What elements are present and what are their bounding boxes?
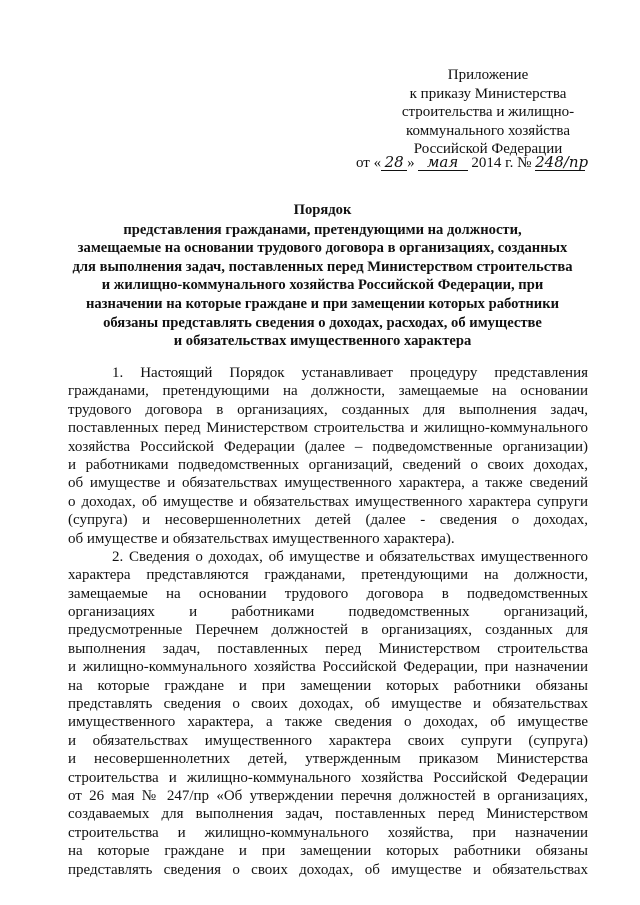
paragraph-2-line: предусмотренные Перечнем должностей в организациях, созданных для: [68, 622, 588, 639]
appendix-line: строительства и жилищно-: [401, 104, 575, 121]
title-line: и жилищно-коммунального хозяйства Российской Федерации, при: [101, 277, 544, 294]
order-date-line: [356, 154, 626, 173]
appendix-line: Приложение: [447, 67, 529, 83]
appendix-header: [388, 66, 588, 159]
paragraph-2-line: замещаемые на основании трудового договора в подведомственных: [68, 585, 588, 602]
appendix-line: Российской Федерации: [413, 141, 563, 158]
paragraph-2-line: на которые граждане и при замещении которых работники обязаны: [68, 677, 588, 694]
paragraph-2-line: представлять сведения о своих доходах, об имуществе и обязательствах: [68, 696, 588, 713]
paragraph-2-line: строительства и жилищно-коммунального хозяйства, при назначении: [68, 824, 588, 841]
date-quote-close: »: [407, 155, 415, 171]
paragraph-2-line: характера представляются гражданами, претендующими на должности,: [68, 567, 588, 584]
paragraph-2-line: и несовершеннолетних детей, утвержденным приказом Министерства: [68, 751, 588, 768]
handwritten-month: мая: [418, 154, 468, 171]
paragraph-2-line: создаваемых для выполнения задач, поставленных перед Министерством: [68, 806, 588, 823]
title-heading: Порядок: [293, 202, 352, 218]
document-title: [60, 201, 585, 351]
paragraph-1-line: гражданами, претендующими на должности, замещаемые на основании: [68, 383, 588, 400]
paragraph-1-line: (супруга) и несовершеннолетних детей (далее - сведения о доходах,: [68, 512, 588, 529]
paragraph-1-line: 1. Настоящий Порядок устанавливает процедуру представления: [112, 365, 588, 381]
handwritten-order-number: 248/пр: [535, 153, 589, 171]
paragraph-2-line: 2. Сведения о доходах, об имуществе и обязательствах имущественного: [112, 548, 588, 565]
date-year: 2014 г. №: [471, 155, 532, 171]
paragraph-1-line: и работниками подведомственных организаций, сведений о своих доходах,: [68, 456, 588, 473]
date-prefix: от «: [356, 155, 382, 171]
handwritten-day: 28: [381, 154, 407, 171]
title-line: и обязательствах имущественного характера: [173, 333, 472, 350]
paragraph-1-line: трудового договора в организациях, созданных для выполнения задач,: [68, 401, 588, 418]
appendix-line: коммунального хозяйства: [406, 122, 570, 139]
title-line: замещаемые на основании трудового договора в организациях, созданных: [77, 240, 568, 257]
paragraph-2-line: представлять сведения о своих доходах, об имуществе и обязательствах: [68, 861, 588, 878]
title-line: для выполнения задач, поставленных перед Министерством строительства: [72, 258, 573, 275]
document-body: [68, 364, 588, 879]
paragraph-1-line: хозяйства Российской Федерации (далее – подведомственные организации): [68, 438, 588, 455]
paragraph-1-line: об имуществе и обязательствах имущественного характера).: [68, 530, 455, 547]
paragraph-1-line: о доходах, об имуществе и обязательствах имущественного характера супруги: [68, 493, 588, 510]
paragraph-2-line: строительства и жилищно-коммунального хозяйства Российской Федерации: [68, 769, 588, 786]
paragraph-2-line: выполнения задач, поставленных перед Министерством строительства: [68, 640, 588, 657]
title-line: обязаны представлять сведения о доходах, расходах, об имуществе: [103, 314, 542, 331]
paragraph-1-line: поставленных перед Министерством строительства и жилищно-коммунального: [68, 420, 588, 437]
title-line: назначении на которые граждане и при замещении которых работники: [85, 295, 560, 312]
appendix-line: к приказу Министерства: [409, 85, 567, 102]
paragraph-2-line: на которые граждане и при замещении которых работники обязаны: [68, 843, 588, 860]
title-line: представления гражданами, претендующими на должности,: [123, 221, 522, 238]
paragraph-2-line: организациях и работниками подведомственных организаций,: [68, 604, 588, 621]
paragraph-1-line: об имуществе и обязательствах имущественного характера, а также сведений: [68, 475, 588, 492]
paragraph-2-line: и жилищно-коммунального хозяйства Российской Федерации, при назначении: [68, 659, 588, 676]
paragraph-2-line: от 26 мая № 247/пр «Об утверждении перечня должностей в организациях,: [68, 787, 588, 804]
paragraph-2-line: и обязательствах имущественного характера своих супруги (супруга): [68, 732, 588, 749]
paragraph-2-line: имущественного характера, а также сведения о доходах, об имуществе: [68, 714, 588, 731]
